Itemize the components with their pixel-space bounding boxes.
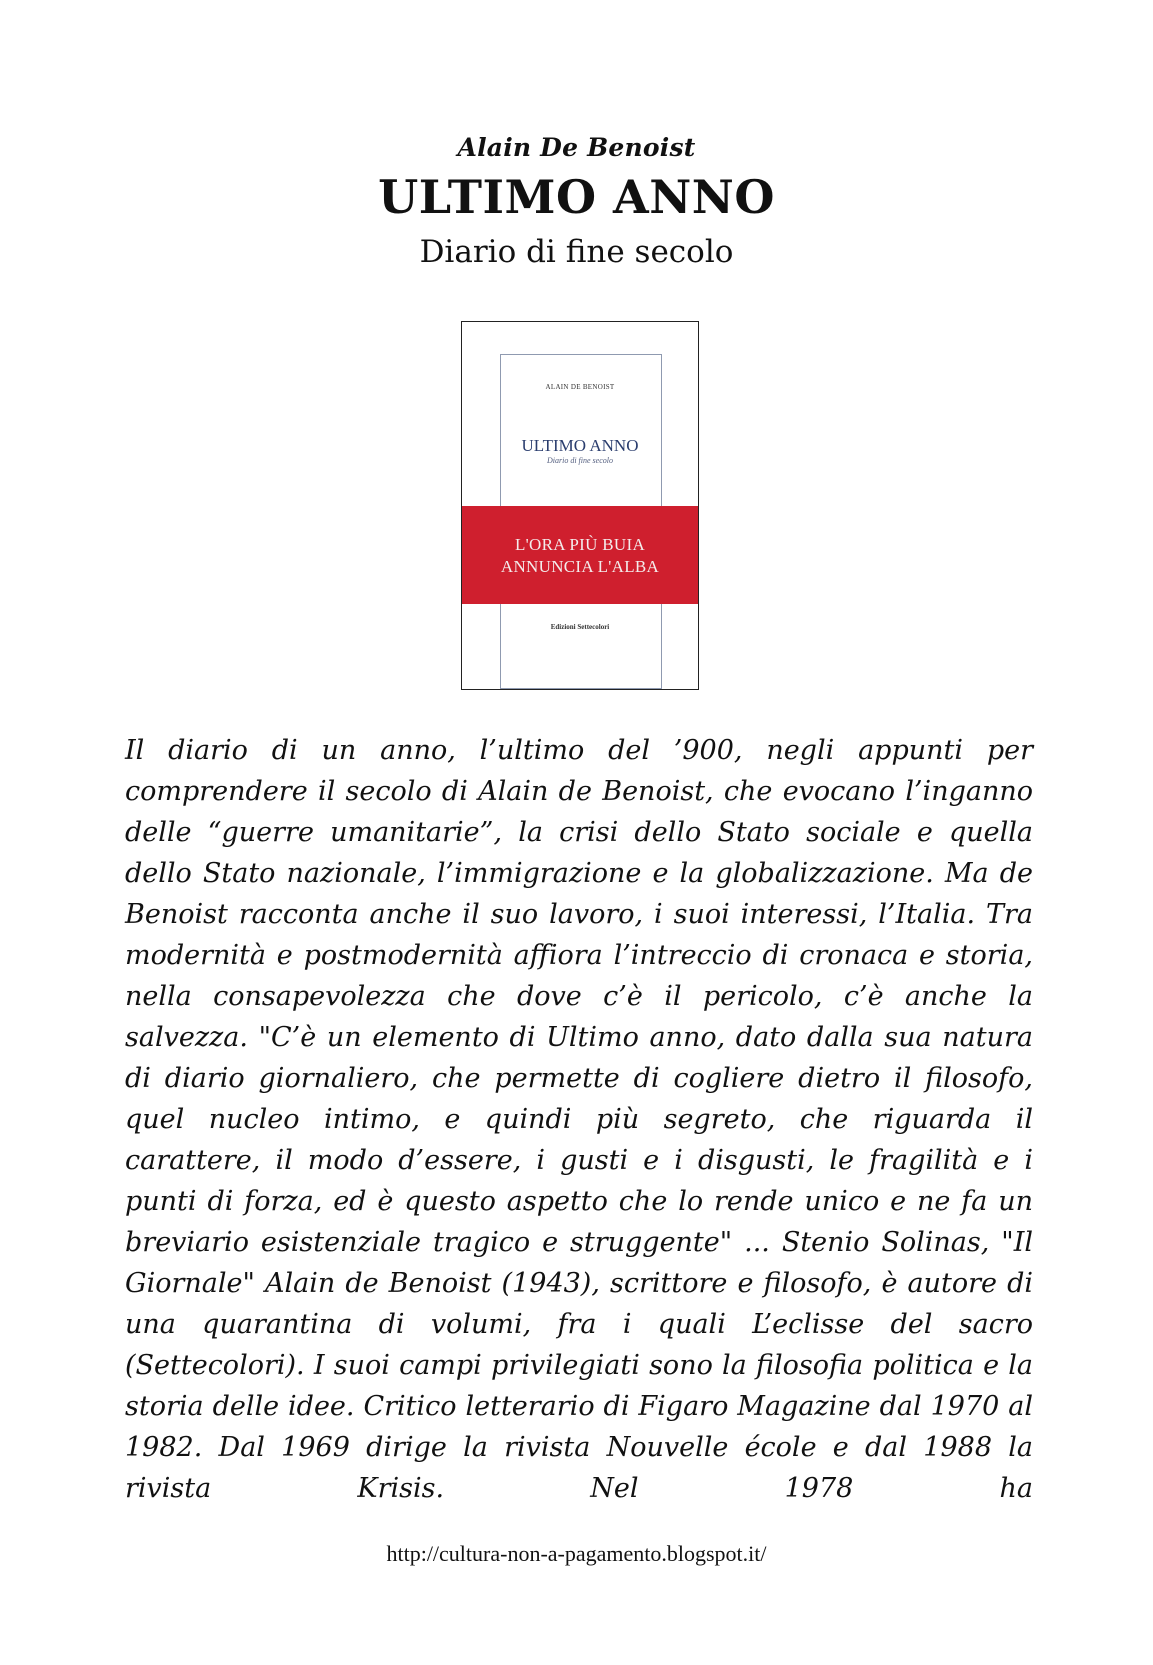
book-subtitle: Diario di fine secolo [419, 234, 734, 270]
cover-band-line-1: L'ORA PIÙ BUIA [514, 535, 646, 554]
description-paragraph: Il diario di un anno, l’ultimo del ’900, negli appunti per comprendere il secolo di Alain de Benoist, che evocano l’inganno delle “guerre umanitarie”, la crisi dello Stato sociale e quella dello Stato nazionale, l’immigrazione e la globalizzazione. Ma de Benoist racconta anche il suo lavoro, i suoi interessi, l’Italia. Tra modernità e postmodernità affiora l’intreccio di cronaca e storia, nella consapevolezza che dove c’è il pericolo, c’è anche la salvezza. "C’è un elemento di Ultimo anno, dato dalla sua natura di diario giornaliero, che permette di cogliere dietro il filosofo, quel nucleo intimo, e quindi più segreto, che riguarda il carattere, il modo d’essere, i gusti e i disgusti, le fragilità e i punti di forza, ed è questo aspetto che lo rende unico e ne fa un breviario esistenziale tragico e struggente" ... Stenio Solinas, "Il Giornale" Alain de Benoist (1943), scrittore e filosofo, è autore di una quarantina di volumi, fra i quali L’eclisse del sacro (Settecolori). I suoi campi privilegiati sono la filosofia politica e la storia delle idee. Critico letterario di Figaro Magazine dal 1970 al 1982. Dal 1969 dirige la rivista Nouvelle école e dal 1988 la rivista Krisis. Nel 1978 ha [125, 735, 1033, 1504]
cover-publisher: Edizioni Settecolori [550, 623, 610, 631]
book-cover-image [461, 321, 699, 690]
cover-subtitle: Diario di fine secolo [547, 456, 613, 465]
book-title: ULTIMO ANNO [378, 170, 775, 224]
book-author: Alain De Benoist [457, 133, 696, 162]
cover-band-text [462, 534, 698, 578]
footer-url[interactable]: http://cultura-non-a-pagamento.blogspot.it/ [386, 1541, 767, 1566]
cover-band-line-2: ANNUNCIA L'ALBA [500, 557, 660, 576]
cover-red-band [462, 506, 698, 604]
cover-title: ULTIMO ANNO [521, 436, 639, 455]
cover-author: ALAIN DE BENOIST [545, 383, 615, 391]
